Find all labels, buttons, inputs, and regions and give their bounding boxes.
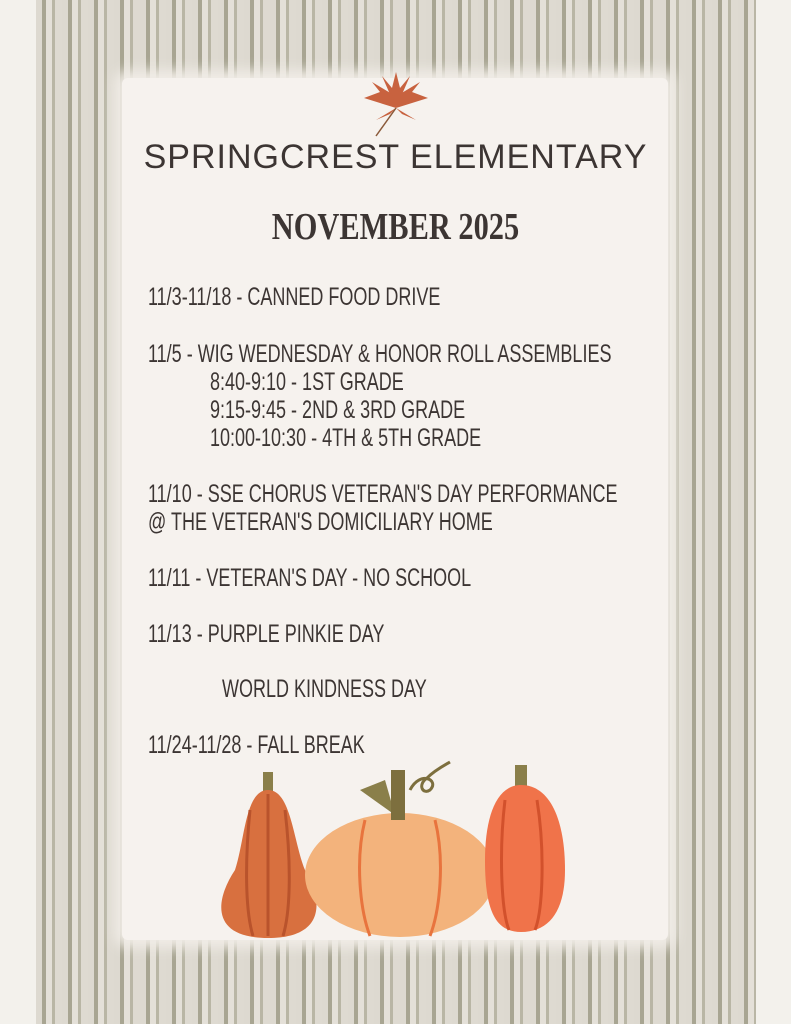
month-heading: NOVEMBER 2025 (271, 206, 520, 248)
event-line: @ THE VETERAN'S DOMICILIARY HOME (148, 508, 493, 536)
event-line: 11/24-11/28 - FALL BREAK (148, 731, 365, 759)
event-line: 11/5 - WIG WEDNESDAY & HONOR ROLL ASSEMBLIES (148, 340, 612, 368)
event-line: 11/3-11/18 - CANNED FOOD DRIVE (148, 283, 441, 311)
event-line: WORLD KINDNESS DAY (222, 675, 427, 703)
event-line: 11/11 - VETERAN'S DAY - NO SCHOOL (148, 564, 472, 592)
event-line: 11/10 - SSE CHORUS VETERAN'S DAY PERFORMANCE (148, 480, 618, 508)
event-subline: 8:40-9:10 - 1ST GRADE (210, 368, 404, 396)
maple-leaf-icon (362, 68, 430, 140)
pumpkins-illustration (205, 760, 580, 945)
event-line: 11/13 - PURPLE PINKIE DAY (148, 620, 385, 648)
event-subline: 9:15-9:45 - 2ND & 3RD GRADE (210, 396, 466, 424)
school-name: SPRINGCREST ELEMENTARY (143, 138, 648, 176)
event-subline: 10:00-10:30 - 4TH & 5TH GRADE (210, 424, 482, 452)
